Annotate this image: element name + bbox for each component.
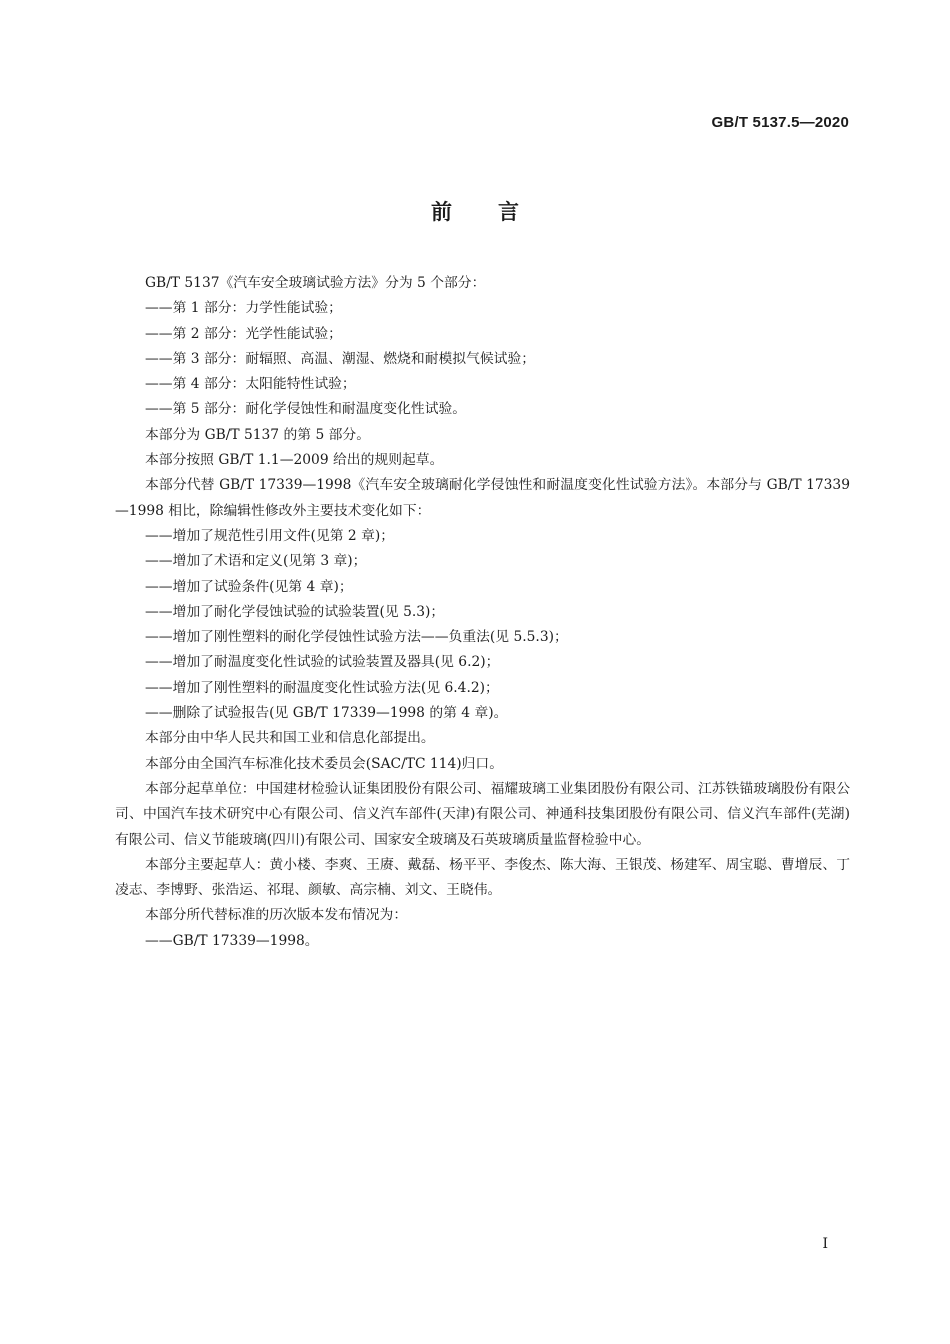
list-item: ——增加了耐温度变化性试验的试验装置及器具(见 6.2)； xyxy=(145,654,500,671)
list-item: ——第 1 部分：力学性能试验； xyxy=(145,300,342,317)
list-item: ——增加了术语和定义(见第 3 章)； xyxy=(145,553,367,570)
paragraph: 本部分由中华人民共和国工业和信息化部提出。 xyxy=(145,730,435,747)
foreword-body xyxy=(115,271,850,954)
paragraph: 本部分所代替标准的历次版本发布情况为： xyxy=(145,907,408,924)
paragraph: GB/T 5137《汽车安全玻璃试验方法》分为 5 个部分： xyxy=(145,275,486,291)
paragraph: 本部分代替 GB/T 17339—1998《汽车安全玻璃耐化学侵蚀性和耐温度变化性试验方法》。本部分与 GB/T 17339—1998 相比，除编辑性修改外主要技术变化如下： xyxy=(115,477,850,519)
list-item: ——第 2 部分：光学性能试验； xyxy=(145,325,342,342)
page-number: I xyxy=(822,1236,828,1252)
list-item: ——增加了耐化学侵蚀试验的试验装置(见 5.3)； xyxy=(145,603,445,620)
list-item: ——增加了试验条件(见第 4 章)； xyxy=(145,578,353,595)
paragraph: 本部分由全国汽车标准化技术委员会(SAC/TC 114)归口。 xyxy=(145,755,504,772)
list-item: ——第 3 部分：耐辐照、高温、潮湿、燃烧和耐模拟气候试验； xyxy=(145,350,536,367)
standard-number-header: GB/T 5137.5—2020 xyxy=(711,114,849,131)
page-title: 前言 xyxy=(431,200,565,224)
paragraph: 本部分为 GB/T 5137 的第 5 部分。 xyxy=(145,426,371,443)
paragraph: 本部分起草单位：中国建材检验认证集团股份有限公司、福耀玻璃工业集团股份有限公司、江苏铁锚玻璃股份有限公司、中国汽车技术研究中心有限公司、信义汽车部件(天津)有限公司、神通科技集团股份有限公司、信义汽车部件(芜湖)有限公司、信义节能玻璃(四川)有限公司、国家安全玻璃及石英玻璃质量监督检验中心。 xyxy=(115,780,850,848)
list-item: ——第 5 部分：耐化学侵蚀性和耐温度变化性试验。 xyxy=(145,401,467,418)
list-item: ——增加了刚性塑料的耐化学侵蚀性试验方法——负重法(见 5.5.3)； xyxy=(145,629,568,646)
list-item: ——增加了规范性引用文件(见第 2 章)； xyxy=(145,527,395,544)
list-item: ——增加了刚性塑料的耐温度变化性试验方法(见 6.4.2)； xyxy=(145,679,499,696)
list-item: ——第 4 部分：太阳能特性试验； xyxy=(145,376,356,393)
paragraph: 本部分主要起草人：黄小楼、李爽、王赓、戴磊、杨平平、李俊杰、陈大海、王银茂、杨建军、周宝聪、曹增辰、丁凌志、李博野、张浩运、祁琨、颜敏、高宗楠、刘文、王晓伟。 xyxy=(115,856,850,899)
list-item: ——删除了试验报告(见 GB/T 17339—1998 的第 4 章)。 xyxy=(145,705,508,722)
paragraph: 本部分按照 GB/T 1.1—2009 给出的规则起草。 xyxy=(145,452,444,469)
list-item: ——GB/T 17339—1998。 xyxy=(145,932,319,949)
